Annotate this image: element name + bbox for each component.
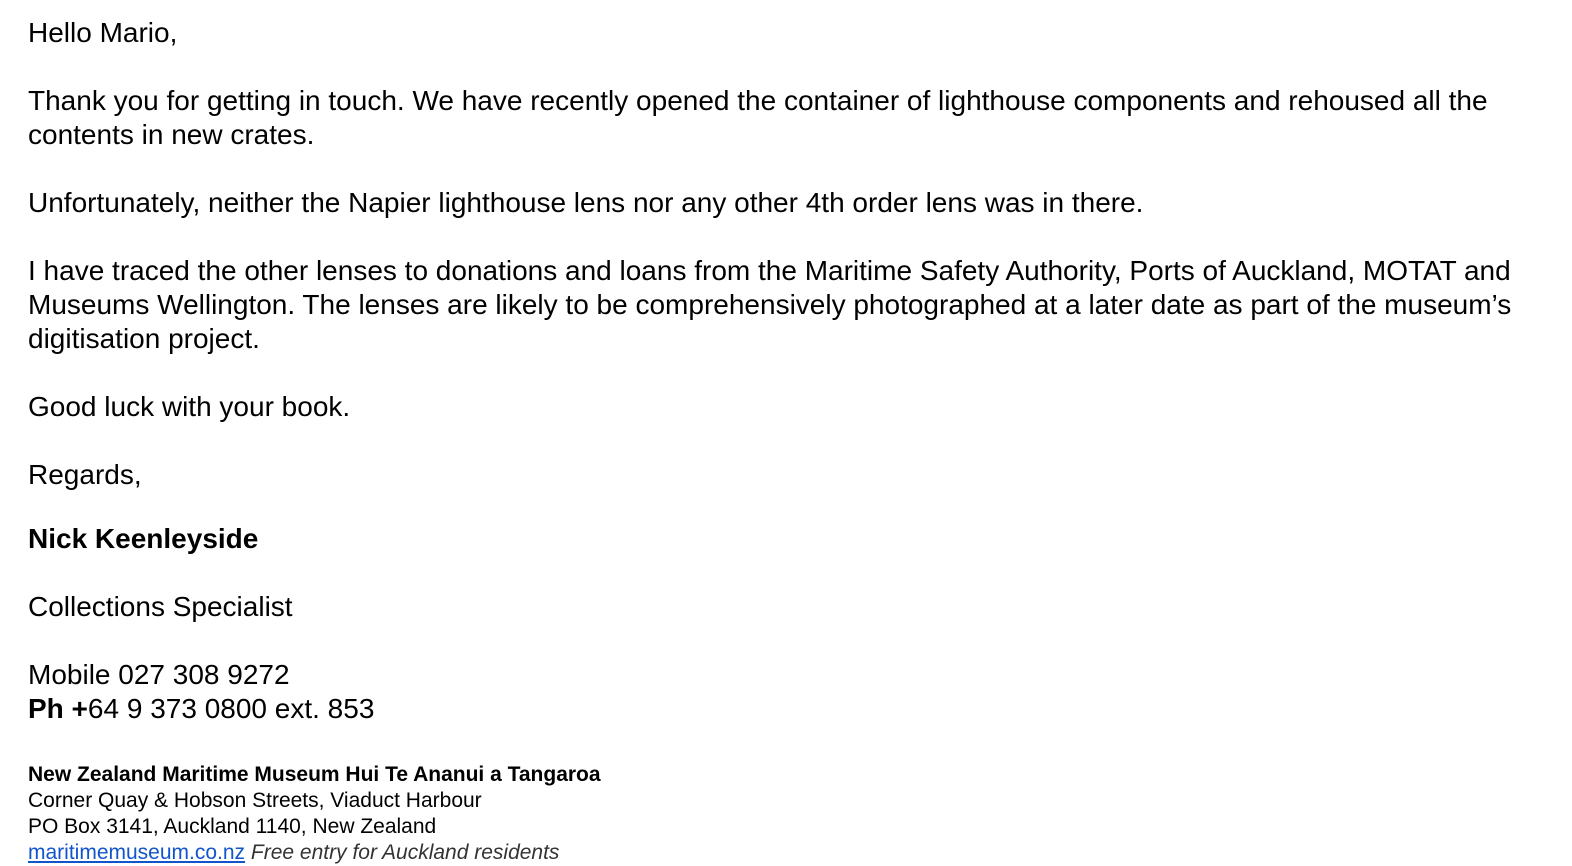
email-closing: Regards, bbox=[28, 459, 142, 490]
organization-name: New Zealand Maritime Museum Hui Te Ananui a Tangaroa bbox=[28, 763, 601, 786]
email-paragraph-4: Good luck with your book. bbox=[28, 391, 351, 422]
organization-web-row bbox=[28, 840, 1538, 866]
organization-block bbox=[28, 762, 1538, 866]
signature-phone-label: Ph + bbox=[28, 693, 88, 724]
email-greeting: Hello Mario, bbox=[28, 17, 178, 48]
organization-address-line1: Corner Quay & Hobson Streets, Viaduct Harbour bbox=[28, 789, 482, 812]
email-paragraph-2: Unfortunately, neither the Napier lighthouse lens nor any other 4th order lens was in there. bbox=[28, 187, 1144, 218]
signature-contact bbox=[28, 658, 1538, 726]
signature-mobile: Mobile 027 308 9272 bbox=[28, 659, 290, 690]
email-body bbox=[28, 16, 1538, 866]
email-paragraph-3: I have traced the other lenses to donations and loans from the Maritime Safety Authority, Ports of Auckland, MOTAT and Museums Wellington. The lenses are likely to be comprehensively photographed at a later date as part of the museum’s digitisation project. bbox=[28, 255, 1512, 354]
organization-address-line2: PO Box 3141, Auckland 1140, New Zealand bbox=[28, 815, 437, 838]
signature-title: Collections Specialist bbox=[28, 591, 293, 622]
signature-phone-number: 64 9 373 0800 ext. 853 bbox=[87, 693, 375, 724]
signature-name: Nick Keenleyside bbox=[28, 523, 259, 554]
organization-tagline: Free entry for Auckland residents bbox=[250, 841, 560, 864]
email-paragraph-1: Thank you for getting in touch. We have recently opened the container of lighthouse components and rehoused all the contents in new crates. bbox=[28, 85, 1488, 150]
signature-phone bbox=[28, 692, 1538, 726]
website-link[interactable]: maritimemuseum.co.nz bbox=[28, 841, 246, 864]
